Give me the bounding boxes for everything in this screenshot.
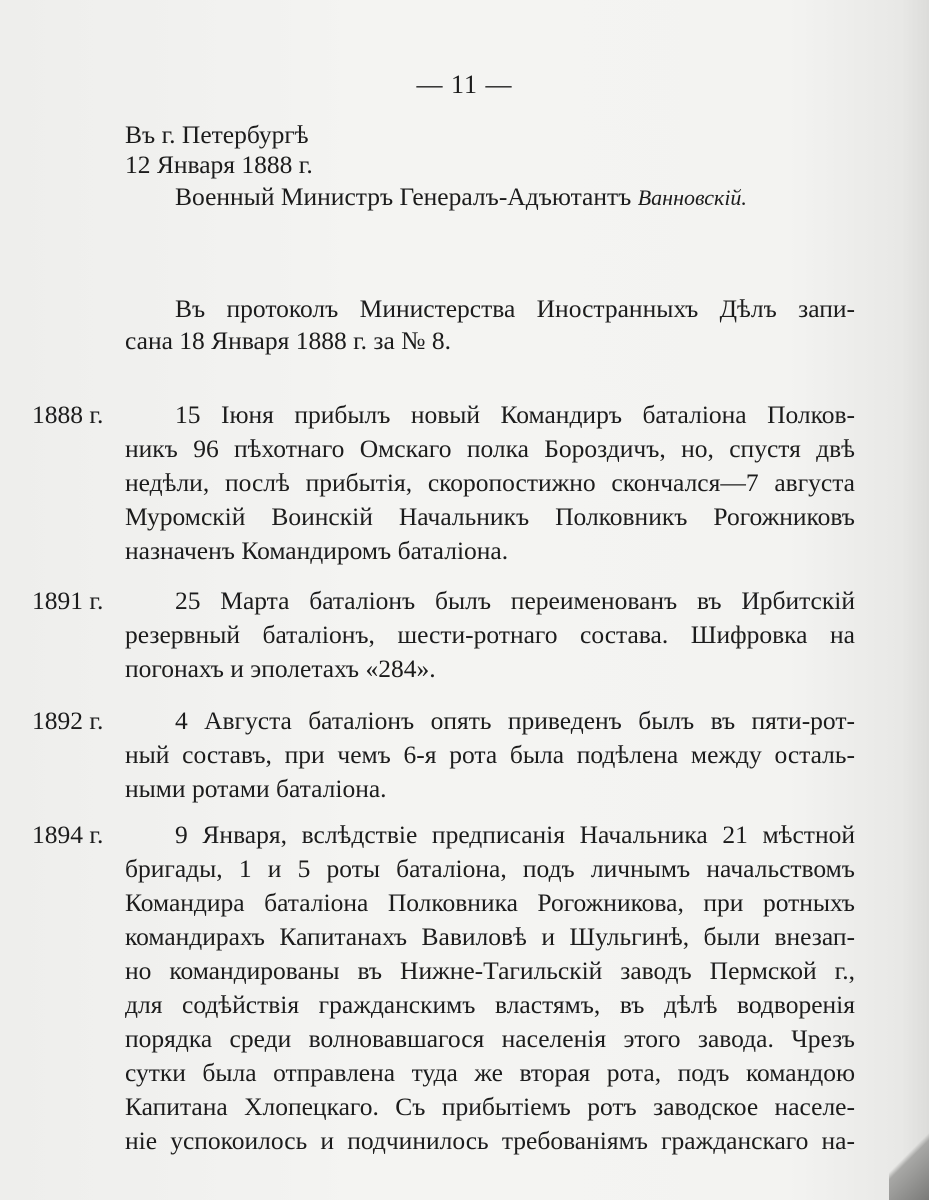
entry-line: 25 Марта баталіонъ былъ переименованъ въ Ирбитскій (175, 586, 855, 615)
entry-line: Муромскій Воинскій Начальникъ Полковникъ Рогожниковъ (125, 502, 855, 531)
entry-line: командирахъ Капитанахъ Вавиловѣ и Шульгинѣ, были внезап- (125, 922, 855, 951)
signatory-name: Ванновскій. (637, 185, 747, 210)
decree-date: 12 Января 1888 г. (125, 150, 313, 179)
entry-line: порядка среди волновавшагося населенія этого завода. Чрезъ (125, 1024, 855, 1053)
entry-year: 1891 г. (32, 586, 104, 615)
entry-line: ными ротами баталіона. (125, 774, 387, 803)
entry-line: 15 Іюня прибылъ новый Командиръ баталіона Полков- (175, 400, 855, 429)
entry-line: 4 Августа баталіонъ опять приведенъ былъ въ пяти-рот- (175, 706, 855, 735)
entry-line: резервный баталіонъ, шести-ротнаго состава. Шифровка на (125, 620, 855, 649)
page-number: — 11 — (416, 70, 513, 99)
page-corner-curl (889, 1090, 929, 1200)
entry-year: 1894 г. (32, 820, 104, 849)
signatory-title: Военный Министръ Генералъ-Адъютантъ (175, 182, 632, 211)
protocol-line: сана 18 Января 1888 г. за № 8. (125, 326, 451, 355)
entry-line: назначенъ Командиромъ баталіона. (125, 536, 509, 565)
decree-signatory (175, 184, 747, 210)
entry-line: для содѣйствія гражданскимъ властямъ, въ дѣлѣ водворенія (125, 990, 855, 1019)
entry-line: 9 Января, вслѣдствіе предписанія Начальника 21 мѣстной (175, 820, 855, 849)
entry-line: ный составъ, при чемъ 6-я рота была подѣлена между осталь- (125, 740, 855, 769)
entry-line: сутки была отправлена туда же вторая рота, подъ командою (125, 1058, 855, 1087)
entry-line: Командира баталіона Полковника Рогожникова, при ротныхъ (125, 888, 855, 917)
entry-line: никъ 96 пѣхотнаго Омскаго полка Бороздичъ, но, спустя двѣ (125, 434, 855, 463)
entry-line: бригады, 1 и 5 роты баталіона, подъ личнымъ начальствомъ (125, 854, 855, 883)
entry-year: 1888 г. (32, 400, 104, 429)
entry-line: погонахъ и эполетахъ «284». (125, 654, 436, 683)
entry-line: недѣли, послѣ прибытія, скоропостижно скончался—7 августа (125, 468, 855, 497)
protocol-line: Въ протоколъ Министерства Иностранныхъ Дѣлъ запи- (175, 294, 855, 323)
entry-line: но командированы въ Нижне-Тагильскій заводъ Пермской г., (125, 956, 855, 985)
entry-year: 1892 г. (32, 706, 104, 735)
entry-line: ніе успокоилось и подчинилось требованіямъ гражданскаго на- (125, 1126, 855, 1155)
decree-place: Въ г. Петербургѣ (125, 120, 309, 149)
entry-line: Капитана Хлопецкаго. Съ прибытіемъ ротъ заводское населе- (125, 1092, 855, 1121)
